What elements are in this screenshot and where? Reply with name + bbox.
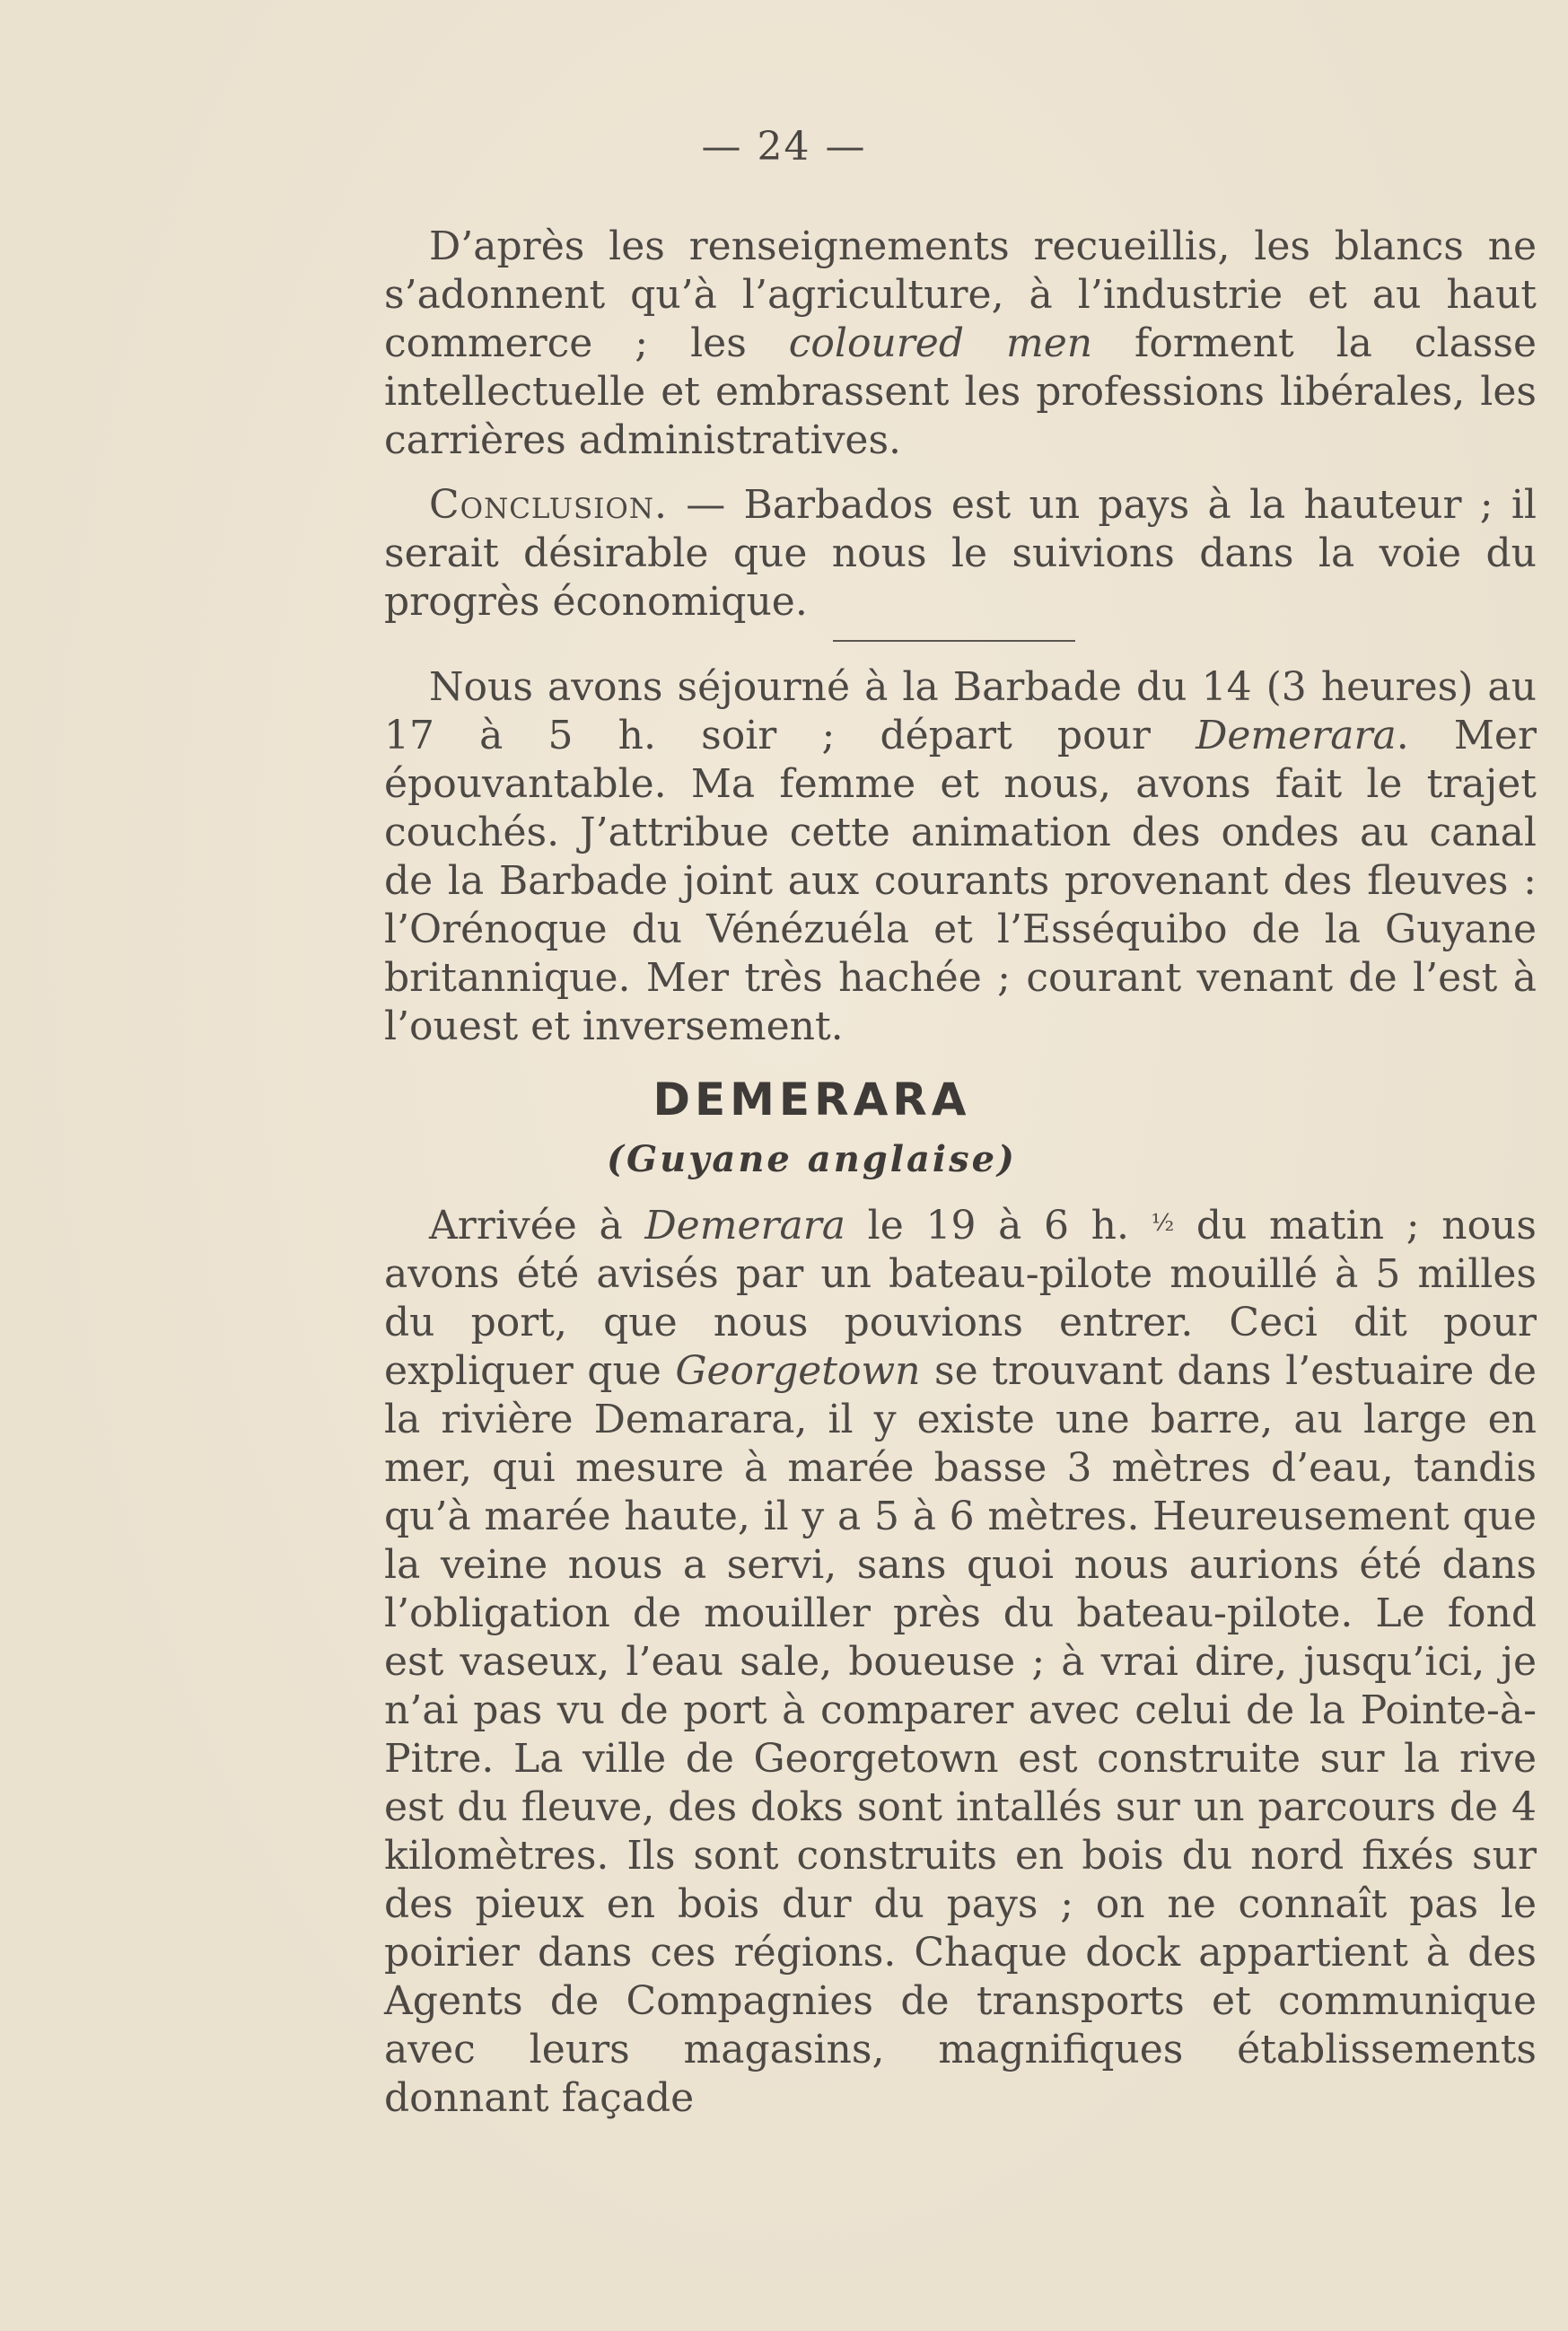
- text-run: . Mer épouvantable. Ma femme et nous, avons fait le trajet couchés. J’attribue cette animation des ondes au canal de la Barbade joint aux courants provenant des fleuves : l’Orénoque du Vénézuéla et l’Esséquibo de la Guyane britannique. Mer très hachée ; courant venant de l’est à l’ouest et inversement.: [384, 713, 1537, 1049]
- paragraph-voyage: [384, 663, 1537, 1051]
- text-run: — Barbados est un pays à la hauteur ; il serait désirable que nous le suivions dans la voie du progrès économique.: [384, 482, 1537, 625]
- paragraph-social-classes: [384, 223, 1537, 465]
- text-run: Nous avons séjourné à la Barbade du 14 (3 heures) au 17 à 5 h. soir ; départ pour: [384, 664, 1537, 758]
- text-run: le 19 à 6 h.: [845, 1203, 1152, 1249]
- section-separator-rule: [833, 640, 1075, 642]
- section-subtitle: (Guyane anglaise): [607, 1138, 1017, 1180]
- paragraph-text: [384, 1199, 1537, 2123]
- text-run: du matin ; nous avons été avisés par un bateau-pilote mouillé à 5 milles du port, que nous pouvions entrer. Ceci dit pour expliquer que: [384, 1203, 1537, 1395]
- paragraph-text: [384, 223, 1537, 465]
- italic-term: coloured men: [788, 320, 1093, 366]
- italic-place: Georgetown: [675, 1348, 921, 1395]
- paragraph-text: [384, 663, 1537, 1051]
- section-title: DEMERARA: [653, 1073, 971, 1126]
- text-run: se trouvant dans l’estuaire de la rivière Demarara, il y existe une barre, au large en mer, qui mesure à marée basse 3 mètres d’eau, tandis qu’à marée haute, il y a 5 à 6 mètres. Heureusement que la veine nous a servi, sans quoi nous aurions été dans l’obligation de mouiller près du bateau-pilote. Le fond est vaseux, l’eau sale, boueuse ; à vrai dire, jusqu’ici, je n’ai pas vu de port à comparer avec celui de la Pointe-à-Pitre. La ville de Georgetown est construite sur la rive est du fleuve, des doks sont intallés sur un parcours de 4 kilomètres. Ils sont construits en bois du nord fixés sur des pieux en bois dur du pays ; on ne connaît pas le poirier dans ces régions. Chaque dock appartient à des Agents de Compagnies de transports et communique avec leurs magasins, magnifiques établissements donnant façade: [384, 1348, 1537, 2122]
- paragraph-conclusion: [384, 481, 1537, 627]
- italic-place: Demerara: [644, 1203, 846, 1249]
- paragraph-text: [384, 481, 1537, 627]
- italic-place: Demerara: [1196, 713, 1397, 758]
- page-number: — 24 —: [701, 124, 867, 170]
- text-run: D’après les renseignements recueillis, les blancs ne s’adonnent qu’à l’agriculture, à l’industrie et au haut commerce ; les: [384, 223, 1537, 366]
- conclusion-label: Conclusion.: [429, 482, 668, 528]
- paragraph-demerara-arrival: [384, 1199, 1537, 2123]
- text-run: forment la classe intellectuelle et embrassent les professions libérales, les carrières administratives.: [384, 320, 1537, 463]
- fraction: ½: [1151, 1209, 1175, 1237]
- text-run: Arrivée à: [429, 1203, 645, 1249]
